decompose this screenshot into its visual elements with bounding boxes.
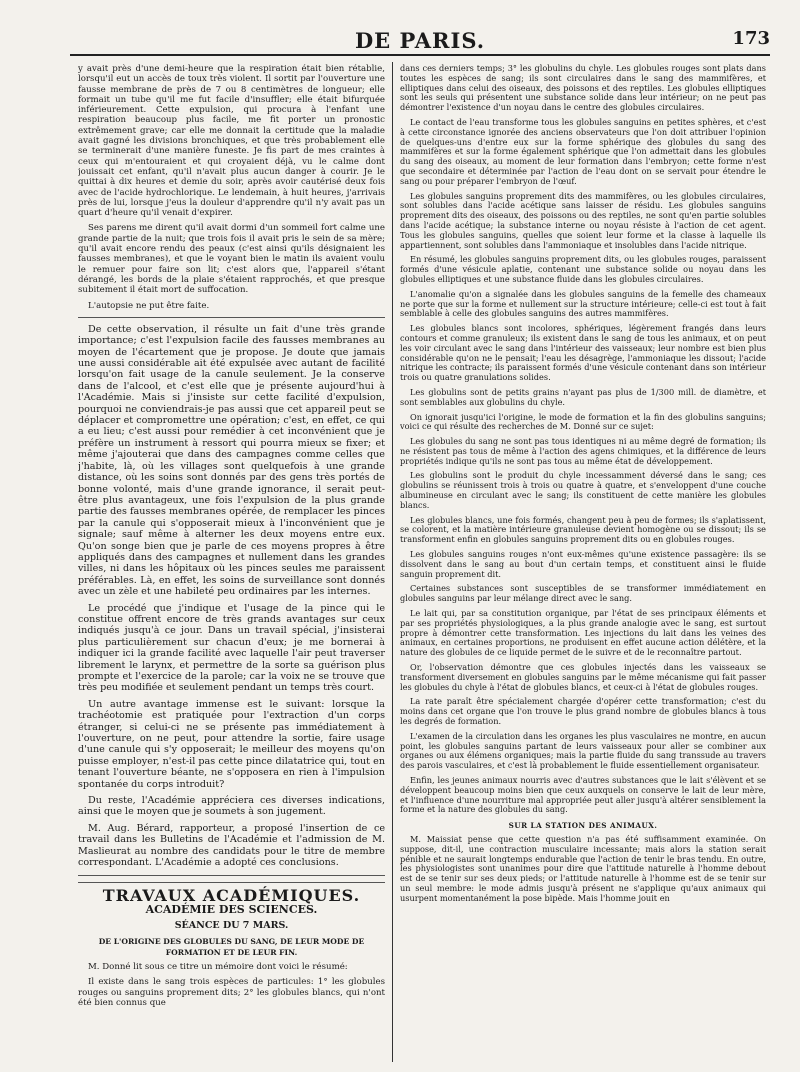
paragraph: L'anomalie qu'on a signalée dans les globules sanguins de la femelle des chameaux ne porte que sur la forme et nullement sur la structure intérieure; celle-ci est tout à fait semblable à celle des globules sanguins des autres mammifères. <box>400 288 766 319</box>
section-title: TRAVAUX ACADÉMIQUES. <box>102 885 361 905</box>
left-column <box>78 64 385 1064</box>
paragraph: Or, l'observation démontre que ces globules injectés dans les vaisseaux se transforment diversement en globules sanguins par le même mécanisme qui fait passer les globules du chyle à l'état de globules blancs, et ceux-ci à l'état de globules rouges. <box>400 662 766 692</box>
paragraph: Les globulins sont de petits grains n'ayant pas plus de 1/300 mill. de diamètre, et sont semblables aux globulins du chyle. <box>400 386 766 407</box>
paragraph: Le contact de l'eau transforme tous les globules sanguins en petites sphères, et c'est à cette circonstance ignorée des anciens observateurs que l'on doit attribuer l'opinion de quelques-uns d'entre eux sur la forme sphérique des globules du sang des mammifères et sur la forme également sphérique que l'on admettait dans les globules du sang des oiseaux, au moment de leur formation dans l'embryon; cette forme n'est que secondaire et déterminée par l'action de l'eau dont on se servait pour étendre le sang ou pour préparer l'embryon de l'œuf. <box>400 116 766 186</box>
paragraph: Les globules blancs, une fois formés, changent peu à peu de formes; ils s'aplatissent, se colorent, et la matière intérieure granuleuse devient homogène ou se dissout; ils se transforment enfin en globules sanguins proprement dits ou en globules rouges. <box>400 514 766 545</box>
running-title: DE PARIS. <box>354 28 486 53</box>
section-subtitle: ACADÉMIE DES SCIENCES. <box>145 902 318 916</box>
paragraph: La rate paraît être spécialement chargée d'opérer cette transformation; c'est du moins dans cet organe que l'on trouve le plus grand nombre de globules blancs à tous les degrés de formation. <box>400 696 766 727</box>
paragraph: M. Aug. Bérard, rapporteur, a proposé l'insertion de ce travail dans les Bulletins de l'Académie et l'admission de M. Maslieurat au nombre des candidats pour le titre de membre correspondant. L'Académie a adopté ces conclusions. <box>78 822 385 869</box>
right-column <box>400 64 766 1064</box>
separator-rule <box>78 317 385 318</box>
paragraph: Enfin, les jeunes animaux nourris avec d'autres substances que le lait s'élèvent et se développent beaucoup moins bien que ceux auxquels on conserve le lait de leur mère, et l'influence d'une nourriture mal appropriée peut aller jusqu'à altérer sensiblement la forme et la nature des globules du sang. <box>400 775 766 815</box>
separator-rule <box>78 882 385 883</box>
paragraph: M. Donné lit sous ce titre un mémoire dont voici le résumé: <box>88 962 348 972</box>
paragraph: Certaines substances sont susceptibles de se transformer immédiatement en globules sanguins par leur mélange direct avec le sang. <box>400 583 766 604</box>
paragraph: M. Maissiat pense que cette question n'a pas été suffisamment examinée. On suppose, dit-il, une contraction musculaire incessante; mais alors la station serait pénible et ne saurait longtemps endurable que l'action de tenir le bras tendu. En outre, les physiologistes sont unanimes pour dire que l'attitude naturelle à l'homme debout est de se tenir sur ses deux pieds; or l'attitude naturelle à l'homme est de se tenir sur un seul membre: le mode admis jusqu'à présent ne s'applique qu'aux animaux qui usurpent momentanément la pose bipède. Mais l'homme jouit en <box>400 833 766 903</box>
paragraph: Il existe dans le sang trois espèces de particules: 1° les globules rouges ou sanguins proprement dits; 2° les globules blancs, qui n'ont été bien connus que <box>78 977 385 1008</box>
paragraph: Le lait qui, par sa constitution organique, par l'état de ses principaux éléments et par ses propriétés physiologiques, a la plus grande analogie avec le sang, est surtout propre à démontrer cette transformation. Les injections du lait dans les veines des animaux, en certaines proportions, ne produisent en effet aucune action délétère, et la nature des globules de ce liquide permet de le suivre et de le reconnaître partout. <box>400 608 766 658</box>
paragraph: On ignorait jusqu'ici l'origine, le mode de formation et la fin des globulins sanguins; voici ce qui résulte des recherches de M. Donné sur ce sujet: <box>400 411 766 432</box>
separator-rule <box>78 875 385 876</box>
paragraph: Ses parens me dirent qu'il avait dormi d'un sommeil fort calme une grande partie de la nuit; que trois fois il avait pris le sein de sa mère; qu'il avait encore rendu des peaux (c'est ainsi qu'ils désignaient les fausses membranes), et que le voyant bien le matin ils avaient voulu le remuer pour faire son lit; c'est alors que, l'appareil s'étant dérangé, les bords de la plaie s'étaient rapprochés, et que presque subitement il était mort de suffocation. <box>78 223 385 296</box>
page-number: 173 <box>732 28 770 49</box>
paragraph: Les globules du sang ne sont pas tous identiques ni au même degré de formation; ils ne résistent pas tous de même à l'action des agens chimiques, et la différence de leurs propriétés indique qu'ils ne sont pas tous au même état de développement. <box>400 436 766 466</box>
paragraph: Les globules sanguins rouges n'ont eux-mêmes qu'une existence passagère: ils se dissolvent dans le sang au bout d'un certain temps, et constituent ainsi le fluide sanguin proprement dit. <box>400 549 766 579</box>
page-header <box>70 26 770 56</box>
paragraph: Du reste, l'Académie appréciera ces diverses indications, ainsi que le moyen que je soumets à son jugement. <box>78 795 385 818</box>
paragraph: Les globulins sont le produit du chyle incessamment déversé dans le sang; ces globulins se réunissent trois à trois ou quatre à quatre, et s'enveloppent d'une couche albumineuse en circulant avec le sang; ils constituent de cette manière les globules blancs. <box>400 470 766 510</box>
article-subheading: SUR LA STATION DES ANIMAUX. <box>508 821 658 831</box>
paragraph: L'examen de la circulation dans les organes les plus vasculaires ne montre, en aucun point, les globules sanguins partant de leurs vaisseaux pour aller se combiner aux organes ou aux élémens organiques; mais la partie fluide du sang transsude au travers des parois vasculaires, et c'est là probablement le fluide essentiellement organisateur. <box>400 730 766 771</box>
paragraph: Les globules blancs sont incolores, sphériques, légèrement frangés dans leurs contours et comme granuleux; ils existent dans le sang de tous les animaux, et on peut les voir circulant avec le sang dans l'intérieur des vaisseaux; leur nombre est bien plus considérable qu'on ne le pensait; l'eau les désagrège, l'ammoniaque les dissout; l'acide nitrique les contracte; ils paraissent formés d'une vésicule contenant dans son intérieur trois ou quatre granulations solides. <box>400 323 766 383</box>
paragraph: Un autre avantage immense est le suivant: lorsque la trachéotomie est pratiquée pour l'extraction d'un corps étranger, si celui-ci ne se présente pas immédiatement à l'ouverture, on ne peut, pour attendre la sortie, faire usage d'une canule qui s'y opposerait; le meilleur des moyens qu'on puisse employer, n'est-il pas cette pince dilatatrice qui, tout en tenant l'ouverture béante, ne s'opposera en rien à l'impulsion spontanée du corps introduit? <box>78 698 385 790</box>
paragraph: dans ces derniers temps; 3° les globulins du chyle. Les globules rouges sont plats dans toutes les espèces de sang; ils sont circulaires dans le sang des mammifères, et elliptiques dans celui des oiseaux, des poissons et des reptiles. Les globules elliptiques sont les seuls qui présentent une substance solide dans leur intérieur; on ne peut pas démontrer l'existence d'un noyau dans le centre des globules circulaires. <box>400 64 766 113</box>
paragraph: Le procédé que j'indique et l'usage de la pince qui le constitue offrent encore de très grands avantages sur ceux indiqués jusqu'à ce jour. Dans un travail spécial, j'insisterai plus particulièrement sur chacun d'eux; je me bornerai à indiquer ici la grande facilité avec laquelle l'air peut traverser librement le larynx, et permettre de la sorte sa guérison plus prompte et l'exercice de la parole; car la voix ne se trouve que très peu modifiée et seulement pendant un temps très court. <box>78 602 385 694</box>
paragraph: De cette observation, il résulte un fait d'une très grande importance; c'est l'expulsion facile des fausses membranes au moyen de l'écartement que je propose. Je doute que jamais une aussi considérable ait été expulsée avec autant de facilité lorsqu'on fait usage de la canule seulement. Je la conserve dans de l'alcool, et c'est elle que je présente aujourd'hui à l'Académie. Mais si j'insiste sur cette facilité d'expulsion, pourquoi ne conviendrais-je pas aussi que cet appareil peut se déplacer et compromettre une opération; c'est, en effet, ce qui a eu lieu; c'est aussi pour remédier à cet inconvénient que je préfère un instrument à ressort qui pourra mieux se fixer; et même j'ajouterai que dans des campagnes comme celles que j'habite, là, où les villages sont quelquefois à une grande distance, où les soins sont donnés par des gens très portés de bonne volonté, mais d'une grande ignorance, il serait peut-être plus avantageux, une fois l'expulsion de la plus grande partie des fausses membranes opérée, de remplacer les pinces par la canule qui s'opposerait mieux à l'inconvénient que je signale; sauf même à alterner les deux moyens entre eux. Qu'on songe bien que je parle de ces moyens propres à être appliqués dans des campagnes et nullement dans les grandes villes, ni dans les hôpitaux où les pinces seules me paraissent préférables. Là, en effet, les soins de surveillance sont donnés avec un zèle et une habileté peu ordinaires par les internes. <box>78 323 385 598</box>
paragraph: Les globules sanguins proprement dits des mammifères, ou les globules circulaires, sont solubles dans l'acide acétique sans laisser de résidu. Les globules sanguins proprement dits des oiseaux, des poissons ou des reptiles, ne sont qu'en partie solubles dans l'acide acétique; la substance interne ou noyau résiste à l'action de cet agent. Tous les globules sanguins, quelles que soient leur forme et la classe à laquelle ils appartiennent, sont solubles dans l'ammoniaque et insolubles dans l'acide nitrique. <box>400 190 766 250</box>
paragraph: y avait près d'une demi-heure que la respiration était bien rétablie, lorsqu'il eut un accès de toux très violent. Il sortit par l'ouverture une fausse membrane de près de 7 ou 8 centimètres de longueur; elle formait un tube qu'il me fut facile d'insuffler; elle était bifurquée inférieurement. Cette expulsion, qui procura à l'enfant une respiration beaucoup plus facile, me fit porter un pronostic extrêmement grave; car elle me donnait la certitude que la maladie avait gagné les divisions bronchiques, et que très probablement elle se terminerait d'une manière funeste. Je fis part de mes craintes à ceux qui m'entouraient et qui croyaient déjà, vu le calme dont jouissait cet enfant, qu'il n'avait plus aucun danger à courir. Je le quittai à dix heures et demie du soir, après avoir cautérisé deux fois avec de l'acide hydrochlorique. Le lendemain, à huit heures, j'arrivais près de lui, lorsque j'eus la douleur d'apprendre qu'il n'y avait pas un quart d'heure qu'il venait d'expirer. <box>78 64 385 219</box>
article-heading: DE L'ORIGINE DES GLOBULES DU SANG, DE LEUR MODE DE FORMATION ET DE LEUR FIN. <box>98 937 365 957</box>
paragraph: L'autopsie ne put être faite. <box>88 300 210 311</box>
column-divider <box>392 62 393 1062</box>
paragraph: En résumé, les globules sanguins proprement dits, ou les globules rouges, paraissent formés d'une vésicule aplatie, contenant une substance solide ou noyau dans les globules elliptiques et une substance fluide dans les globules circulaires. <box>400 254 766 284</box>
session-heading: SÉANCE DU 7 MARS. <box>174 920 289 932</box>
